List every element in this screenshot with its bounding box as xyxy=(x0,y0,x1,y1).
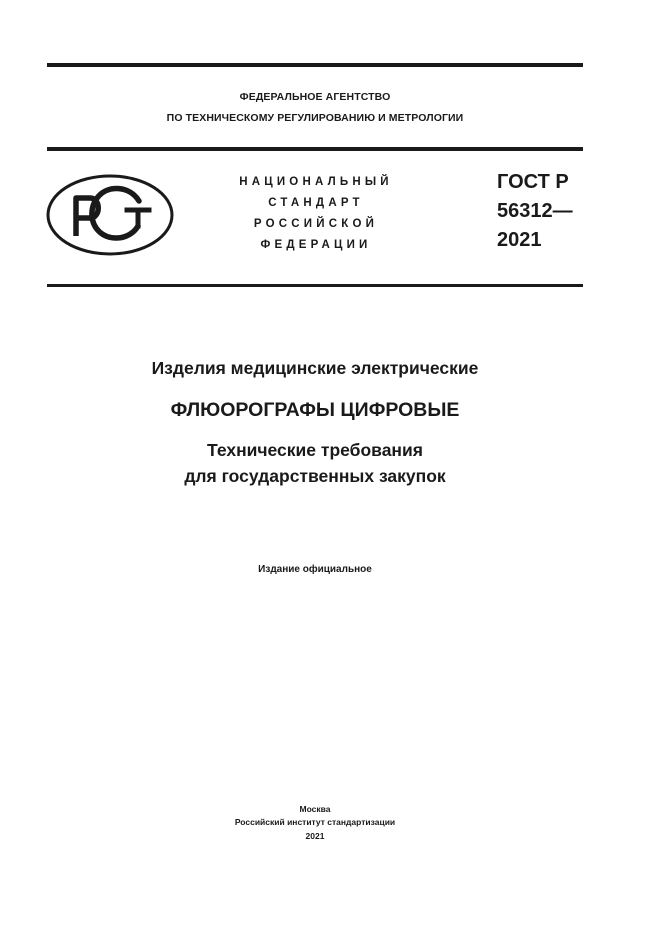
document-subtitle-line2: для государственных закупок xyxy=(184,466,446,486)
edition-label: Издание официальное xyxy=(258,564,372,575)
header-divider-rule xyxy=(47,147,583,151)
designation-line: 2021 xyxy=(497,229,542,251)
agency-name-line1: ФЕДЕРАЛЬНОЕ АГЕНТСТВО xyxy=(239,91,391,103)
publication-year: 2021 xyxy=(305,831,325,841)
national-standard-line: ФЕДЕРАЦИИ xyxy=(260,239,372,251)
agency-name-line2: ПО ТЕХНИЧЕСКОМУ РЕГУЛИРОВАНИЮ И МЕТРОЛОГИИ xyxy=(166,112,464,124)
national-standard-line: РОССИЙСКОЙ xyxy=(253,218,379,230)
standard-designation xyxy=(497,168,573,255)
publisher-city: Москва xyxy=(299,804,331,814)
header-bottom-rule xyxy=(47,284,583,287)
document-title-main: ФЛЮОРОГРАФЫ ЦИФРОВЫЕ xyxy=(170,399,460,421)
document-title-category: Изделия медицинские электрические xyxy=(151,358,479,378)
document-subtitle-line1: Технические требования xyxy=(207,440,423,460)
national-standard-line: НАЦИОНАЛЬНЫЙ xyxy=(239,176,393,188)
designation-line: 56312— xyxy=(497,200,573,222)
rst-certification-logo-icon xyxy=(46,174,174,256)
designation-line: ГОСТ Р xyxy=(497,171,569,193)
national-standard-line: СТАНДАРТ xyxy=(268,197,364,209)
publisher-name: Российский институт стандартизации xyxy=(234,817,396,827)
top-rule xyxy=(47,63,583,67)
national-standard-label xyxy=(218,172,414,256)
